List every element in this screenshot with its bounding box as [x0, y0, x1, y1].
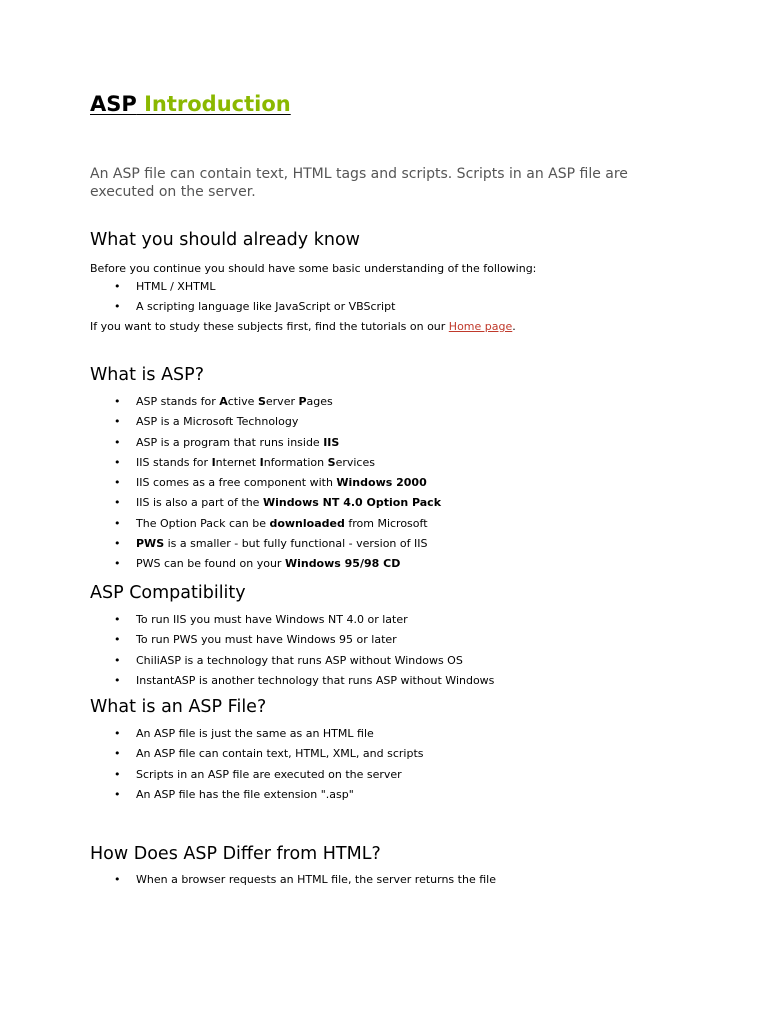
list-item [0, 534, 700, 554]
bold-text: S [257, 395, 266, 408]
list-item: • To run PWS you must have Windows 95 or later [0, 630, 700, 650]
bold-text: PWS [136, 537, 165, 551]
text-segment: ASP is a program that runs inside [136, 435, 324, 449]
bold-text: Windows 2000 [336, 476, 427, 490]
list-item [0, 392, 700, 412]
bold-text: I [259, 455, 264, 469]
text-segment: The Option Pack can be [136, 516, 270, 530]
bold-text: I [211, 455, 216, 469]
intro-paragraph: An ASP file can contain text, HTML tags and scripts. Scripts in an ASP file are executed on the server. [90, 166, 628, 200]
list-item [0, 473, 700, 493]
what-is-asp-list [0, 392, 700, 575]
know-follow-text [90, 319, 516, 335]
list-item: • InstantASP is another technology that runs ASP without Windows [0, 671, 700, 691]
bold-text: Windows NT 4.0 Option Pack [262, 496, 442, 510]
text-segment: ASP is a Microsoft Technology [136, 415, 299, 429]
know-lead-text: Before you continue you should have some basic understanding of the following: [90, 262, 537, 275]
bold-text: IIS [323, 435, 340, 449]
page-title [90, 90, 291, 118]
list-item: • When a browser requests an HTML file, the server returns the file [0, 870, 700, 890]
heading-asp-differ-html: How Does ASP Differ from HTML? [90, 844, 381, 864]
list-item: • An ASP file is just the same as an HTML file [0, 724, 700, 744]
list-item [0, 514, 700, 534]
text-segment: ervices [335, 455, 375, 469]
heading-what-is-asp-file: What is an ASP File? [90, 697, 267, 717]
list-item: • To run IIS you must have Windows NT 4.0 or later [0, 610, 700, 630]
heading-asp-compatibility: ASP Compatibility [90, 583, 246, 603]
text-segment: ages [306, 395, 333, 408]
text-segment: nternet [215, 455, 260, 469]
compat-list [0, 610, 700, 691]
page-title-asp: ASP [90, 92, 137, 116]
text-segment: IIS comes as a free component with [136, 476, 337, 490]
list-item [0, 554, 700, 574]
heading-what-you-should-know: What you should already know [90, 230, 360, 250]
list-item: • An ASP file has the file extension ".asp" [0, 785, 700, 805]
list-item: • Scripts in an ASP file are executed on the server [0, 765, 700, 785]
list-item [0, 412, 700, 432]
follow-text-post: . [512, 320, 516, 333]
text-segment: nformation [263, 455, 328, 469]
know-list [0, 277, 700, 318]
follow-text-pre: If you want to study these subjects first, find the tutorials on our [90, 320, 449, 333]
bold-text: S [327, 455, 336, 469]
text-segment: PWS can be found on your [136, 557, 285, 571]
list-item: • A scripting language like JavaScript or VBScript [0, 297, 700, 317]
heading-what-is-asp: What is ASP? [90, 365, 205, 385]
page-title-introduction: Introduction [136, 92, 291, 116]
bold-text: A [219, 395, 228, 408]
asp-file-list [0, 724, 700, 805]
bold-text: P [298, 395, 307, 408]
text-segment: ctive [227, 395, 258, 408]
text-segment: from Microsoft [344, 516, 428, 530]
text-segment: ASP stands for [136, 395, 220, 408]
differ-list [0, 870, 700, 890]
text-segment: erver [265, 395, 299, 408]
list-item: • HTML / XHTML [0, 277, 700, 297]
list-item: • ChiliASP is a technology that runs ASP without Windows OS [0, 651, 700, 671]
list-item [0, 453, 700, 473]
list-item [0, 433, 700, 453]
home-page-link[interactable]: Home page [448, 320, 513, 333]
text-segment: is a smaller - but fully functional - version of IIS [164, 537, 428, 551]
text-segment: IIS is also a part of the [136, 496, 263, 510]
list-item [0, 493, 700, 513]
text-segment: IIS stands for [136, 455, 212, 469]
bold-text: downloaded [269, 516, 345, 530]
list-item: • An ASP file can contain text, HTML, XML, and scripts [0, 744, 700, 764]
bold-text: Windows 95/98 CD [284, 557, 401, 571]
